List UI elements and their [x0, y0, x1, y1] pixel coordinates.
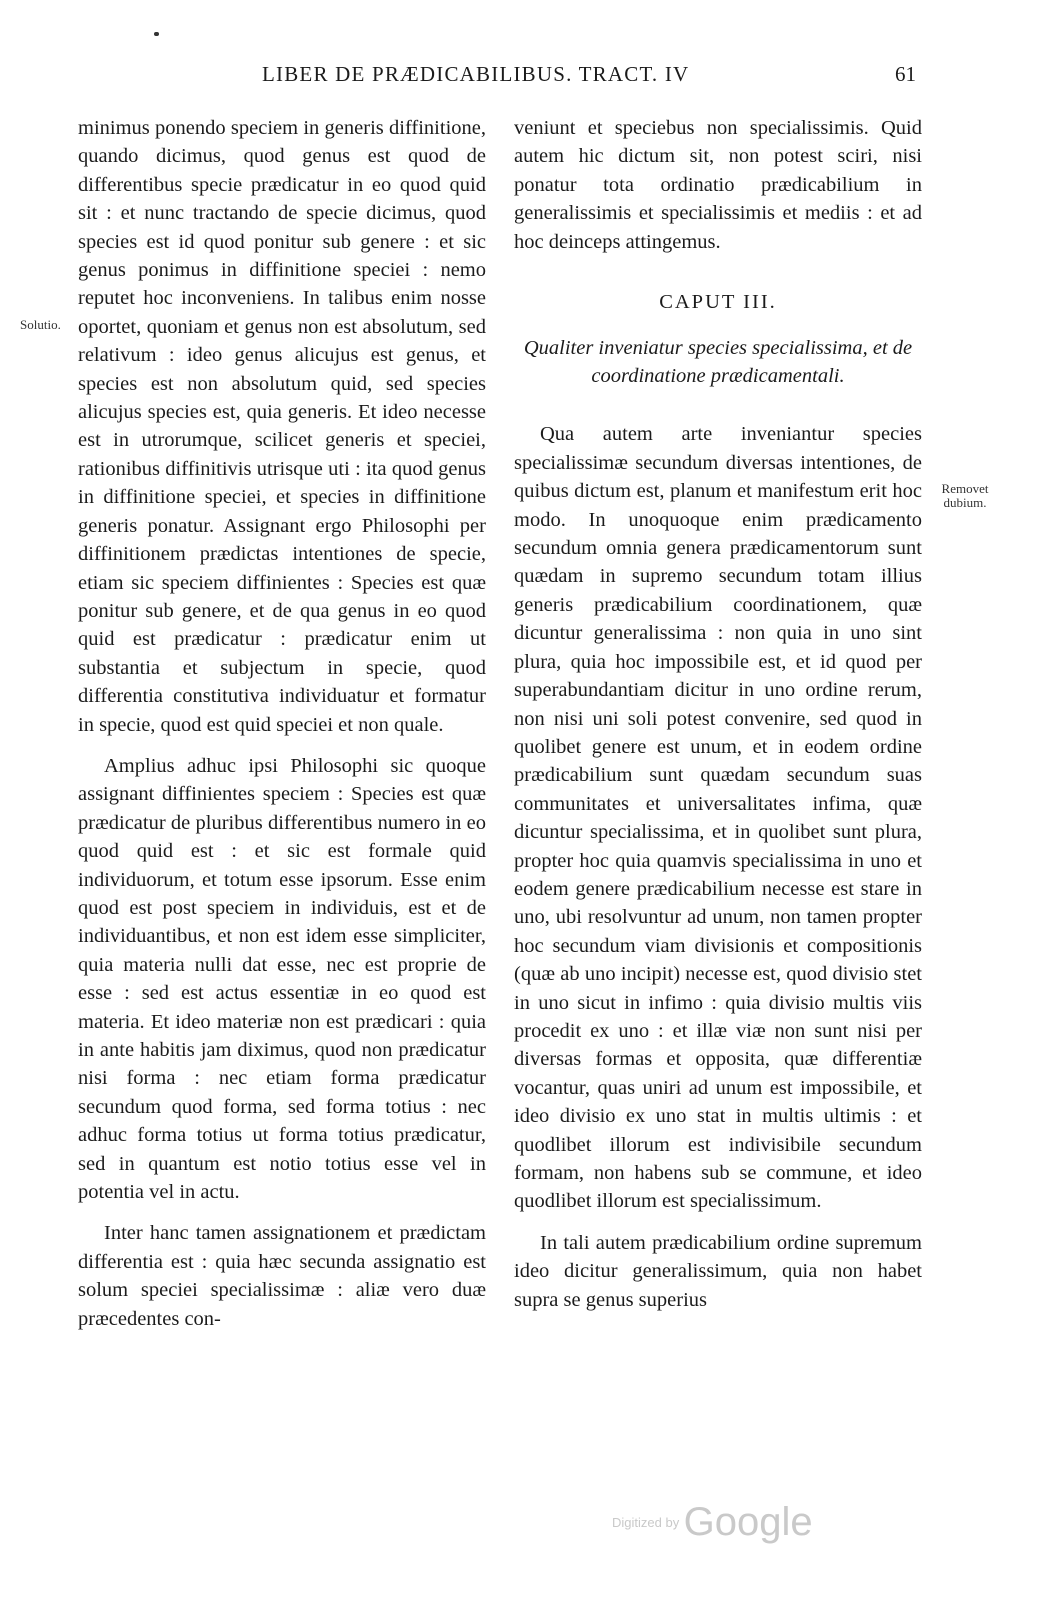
- right-column: [514, 114, 922, 1327]
- google-logo: Google: [683, 1500, 813, 1544]
- google-digitized-watermark: [612, 1500, 813, 1545]
- left-paragraph-3: Inter hanc tamen assignationem et prædictam differentia est : quia hæc secunda assignatio est solum speciei specialissimæ : aliæ vero duæ præcedentes con-: [78, 1222, 486, 1330]
- page-number: 61: [895, 62, 916, 86]
- chapter-subtitle: Qualiter inveniatur species specialissima, et de coordinatione prædicamentali.: [523, 337, 913, 388]
- right-intro-paragraph: veniunt et speciebus non specialissimis. Quid autem hic dictum sit, non potest sciri, nisi ponatur tota ordinatio prædicabilium in generalissimis et specialissimis et mediis : et ad hoc deinceps attingemus.: [514, 117, 922, 253]
- digitized-by-label: Digitized by: [612, 1515, 680, 1530]
- right-paragraph-2: In tali autem prædicabilium ordine supremum ideo dicitur generalissimum, quia non habet supra se genus superius: [514, 1231, 922, 1311]
- right-paragraph-1: Qua autem arte inveniantur species specialissimæ secundum diversas intentiones, de quibus dictum est, planum et manifestum erit hoc modo. In unoquoque enim prædicamento secundum omnia genera prædicamentorum sunt quædam in supremo secundum totam illius generis prædicabilium coordinationem, quæ dicuntur generalissima : non quia in uno sint plura, quia hoc impossibile est, et id quod per superabundantiam dicitur in uno ordine rerum, non nisi uni soli potest convenire, sed quod in quolibet genere est unum, et in eodem ordine prædicabilium sunt quædam secundum suas communitates et universalitates infima, quæ dicuntur specialissima, et in quolibet sunt plura, propter hoc quia quamvis specialissima in uno et eodem genere prædicabilium necesse est stare in uno, ubi resolvuntur ad unum, non tamen propter hoc secundum viam divisionis et compositionis (quæ ab uno incipit) necesse est, quod divisio stet in uno sicut in infimo : quia divisio multis viis procedit ex uno : et illæ viæ non sunt nisi per diversas formas et opposita, quæ differentiæ vocantur, quas uniri ad unum est impossibile, et ideo divisio ex uno stat in multis ultimis : et quodlibet illorum est indivisibile secundum formam, non habens sub se commune, et ideo quodlibet illorum est specialissimum.: [514, 423, 922, 1213]
- left-paragraph-2: Amplius adhuc ipsi Philosophi sic quoque assignant diffinientes speciem : Species est quæ prædicatur de pluribus differentibus numero in eo quod quid est : et sic est formale quid individuorum, et totum esse ipsorum. Esse enim quod est post speciem in individuis, est et de individuantibus, et non est idem esse simpliciter, quia materia nulli dat esse, nec est proprie de esse : sed est actus essentiæ in eo quod est materia. Et ideo materiæ non est prædicari : quia in ante habitis jam diximus, quod non prædicatur nisi forma : nec etiam forma prædicatur secundum quod forma, sed forma totius : nec adhuc forma totius ut forma totius prædicatur, sed in quantum est notio totius esse vel in potentia vel in actu.: [78, 754, 486, 1204]
- left-column: [78, 114, 486, 1346]
- running-header-title: LIBER DE PRÆDICABILIBUS. TRACT. IV: [262, 62, 690, 86]
- chapter-heading: CAPUT III.: [659, 291, 777, 314]
- margin-note-solutio: Solutio.: [20, 317, 61, 332]
- margin-note-removet: Removet dubium.: [941, 481, 989, 510]
- page-speck: [154, 32, 159, 36]
- left-paragraph-1: minimus ponendo speciem in generis diffinitione, quando dicimus, quod genus est quod de differentibus specie prædicatur in eo quod quid sit : et nunc tractando de specie dicimus, quod species est id quod ponitur sub genere : et sic genus ponimus in diffinitione speciei : nemo reputet hoc inconveniens. In talibus enim nosse oportet, quoniam et genus non est absolutum, sed relativum : ideo genus alicujus est genus, et species est non absolutum quid, sed species alicujus species est, quia generis. Et ideo necesse est in utrorumque, scilicet generis et speciei, rationibus diffinitivis utrisque uti : ita quod genus in diffinitione speciei, et species in diffinitione generis ponatur. Assignant ergo Philosophi per diffinitionem prædictas intentiones de specie, etiam sic speciem diffinientes : Species est quæ ponitur sub genere, et de qua genus in eo quod quid est prædicatur : prædicatur enim ut substantia et subjectum in specie, quod differentia constitutiva individuatur et formatur in specie, quod est quid speciei et non quale.: [78, 117, 486, 736]
